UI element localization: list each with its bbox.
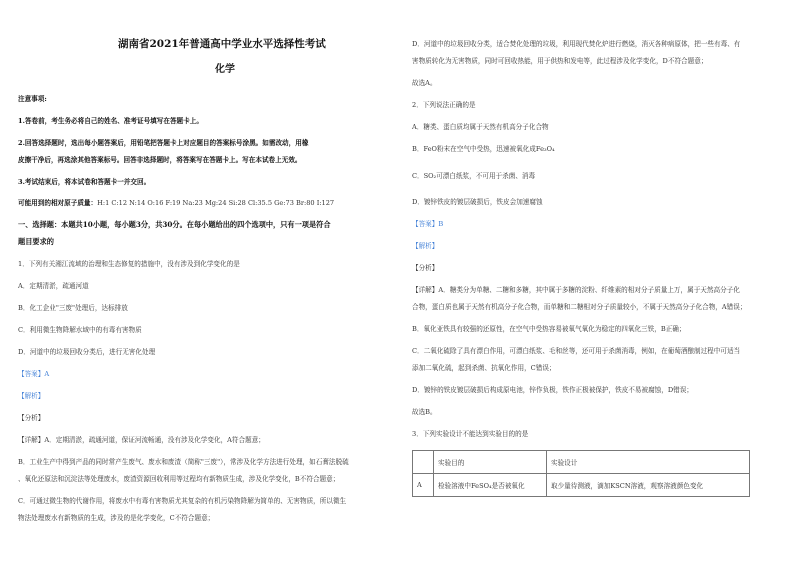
q1-answer: 【答案】A bbox=[18, 370, 50, 378]
q3-options-table bbox=[412, 450, 750, 497]
q1-b-explain-line1: B．工业生产中得到产品的同时常产生废气、废水和废渣（简称"三废"），常涉及化学方法进行处理，如石膏法脱硫 bbox=[18, 458, 349, 466]
q1-fenxi-label: 【分析】 bbox=[18, 414, 45, 422]
q1-option-c: C．利用微生物降解水域中的有毒有害物质 bbox=[18, 326, 142, 334]
atomic-mass-values: H:1 C:12 N:14 O:16 F:19 Na:23 Mg:24 Si:28 Cl:35.5 Ge:73 Br:80 I:127 bbox=[97, 199, 335, 207]
q2-option-a: A．糖类、蛋白质均属于天然有机高分子化合物 bbox=[412, 123, 549, 131]
table-header-goal: 实验目的 bbox=[434, 451, 547, 474]
q1-option-d: D．河道中的垃圾回收分类后，进行无害化处理 bbox=[18, 348, 156, 356]
table-row-goal: 检验溶液中FeSO₄是否被氧化 bbox=[434, 474, 547, 497]
q2-b-explain: B．氧化亚铁具有较强的还原性，在空气中受热容易被氧气氧化为稳定的四氧化三铁，B正确； bbox=[412, 325, 686, 333]
table-row-design: 取少量待测液，滴加KSCN溶液，观察溶液颜色变化 bbox=[547, 474, 750, 497]
section-1-heading-line2: 题目要求的 bbox=[18, 237, 54, 246]
atomic-mass-line bbox=[18, 199, 334, 207]
question-2: 2．下列说法正确的是 bbox=[412, 101, 476, 109]
q2-option-b: B．FeO粉末在空气中受热，迅速被氧化成Fe₃O₄ bbox=[412, 145, 555, 153]
q1-c-explain-line2: 物法处理废水有新物质的生成，涉及的是化学变化，C不符合题意； bbox=[18, 514, 215, 522]
q2-conclusion: 故选B。 bbox=[412, 408, 437, 416]
table-row bbox=[413, 474, 750, 497]
exam-title: 湖南省2021年普通高中学业水平选择性考试 bbox=[118, 38, 326, 50]
q1-c-explain-line1: C．可通过微生物的代谢作用，将废水中有毒有害物质尤其复杂的有机污染物降解为简单的、无害物质，所以微生 bbox=[18, 497, 347, 505]
q2-c-explain-line1: C．二氧化硫除了具有漂白作用，可漂白纸浆、毛和丝等，还可用于杀菌消毒，例如，在葡萄酒酿制过程中可适当 bbox=[412, 347, 741, 355]
exam-subject: 化学 bbox=[215, 64, 235, 75]
q1-d-explain-line1: D．河道中的垃圾回收分类，适合焚化处理的垃圾，利用现代焚化炉进行燃烧，消灭各种病原体，把一些有毒、有 bbox=[412, 40, 741, 48]
question-3: 3．下列实验设计不能达到实验目的的是 bbox=[412, 430, 529, 438]
q2-option-c: C．SO₂可漂白纸浆，不可用于杀菌、消毒 bbox=[412, 172, 536, 180]
table-header-blank bbox=[413, 451, 434, 474]
notice-2-line1: 2.回答选择题时，选出每小题答案后，用铅笔把答题卡上对应题目的答案标号涂黑。如需改动，用橡 bbox=[18, 139, 309, 147]
q1-d-explain-line2: 害物质转化为无害物质，同时可回收热能，用于供热和发电等，此过程涉及化学变化，D不符合题意； bbox=[412, 57, 708, 65]
q2-detail-line1: 【详解】A．糖类分为单糖、二糖和多糖，其中属于多糖的淀粉、纤维素的相对分子质量上万，属于天然高分子化 bbox=[412, 286, 740, 294]
notice-2-line2: 皮擦干净后，再选涂其他答案标号。回答非选择题时，将答案写在答题卡上。写在本试卷上无效。 bbox=[18, 156, 302, 164]
table-header-design: 实验设计 bbox=[547, 451, 750, 474]
q2-fenxi-label: 【分析】 bbox=[412, 264, 439, 272]
q2-option-d: D．镀锌铁皮的镀层破损后，铁皮会加速腐蚀 bbox=[412, 198, 543, 206]
question-1: 1．下列有关湘江流域的治理和生态修复的措施中，没有涉及到化学变化的是 bbox=[18, 260, 240, 268]
q2-c-explain-line2: 添加二氧化硫，起到杀菌、抗氧化作用，C错误； bbox=[412, 364, 556, 372]
table-header-row bbox=[413, 451, 750, 474]
atomic-mass-label: 可能用到的相对原子质量： bbox=[18, 199, 98, 207]
q1-b-explain-line2: 、氧化还原法和沉淀法等处理废水，废渣资源回收利用等过程均有新物质生成，涉及化学变化，B不符合题意； bbox=[18, 475, 340, 483]
q1-jiexi-label: 【解析】 bbox=[18, 392, 45, 400]
q2-jiexi-label: 【解析】 bbox=[412, 242, 439, 250]
q1-conclusion: 故选A。 bbox=[412, 79, 437, 87]
section-1-heading-line1: 一、选择题：本题共10小题，每小题3分，共30分。在每小题给出的四个选项中，只有一项是符合 bbox=[18, 220, 331, 229]
q1-option-a: A．定期清淤，疏通河道 bbox=[18, 282, 89, 290]
table-row-label: A bbox=[413, 474, 434, 497]
notice-heading: 注意事项: bbox=[18, 95, 47, 103]
q2-detail-line2: 合物，蛋白质也属于天然有机高分子化合物，而单糖和二糖相对分子质量较小，不属于天然高分子化合物，A错误； bbox=[412, 303, 747, 311]
q1-detail-a: 【详解】A．定期清淤，疏通河道，保证河流畅通，没有涉及化学变化，A符合题意； bbox=[18, 436, 265, 444]
q2-d-explain: D．镀锌的铁皮镀层破损后构成原电池，锌作负极，铁作正极被保护，铁皮不易被腐蚀，D错误； bbox=[412, 386, 693, 394]
q1-option-b: B．化工企业"三废"处理后，达标排放 bbox=[18, 304, 128, 312]
notice-1: 1.答卷前，考生务必将自己的姓名、准考证号填写在答题卡上。 bbox=[18, 117, 203, 125]
notice-3: 3.考试结束后，将本试卷和答题卡一并交回。 bbox=[18, 178, 151, 186]
q2-answer: 【答案】B bbox=[412, 220, 444, 228]
